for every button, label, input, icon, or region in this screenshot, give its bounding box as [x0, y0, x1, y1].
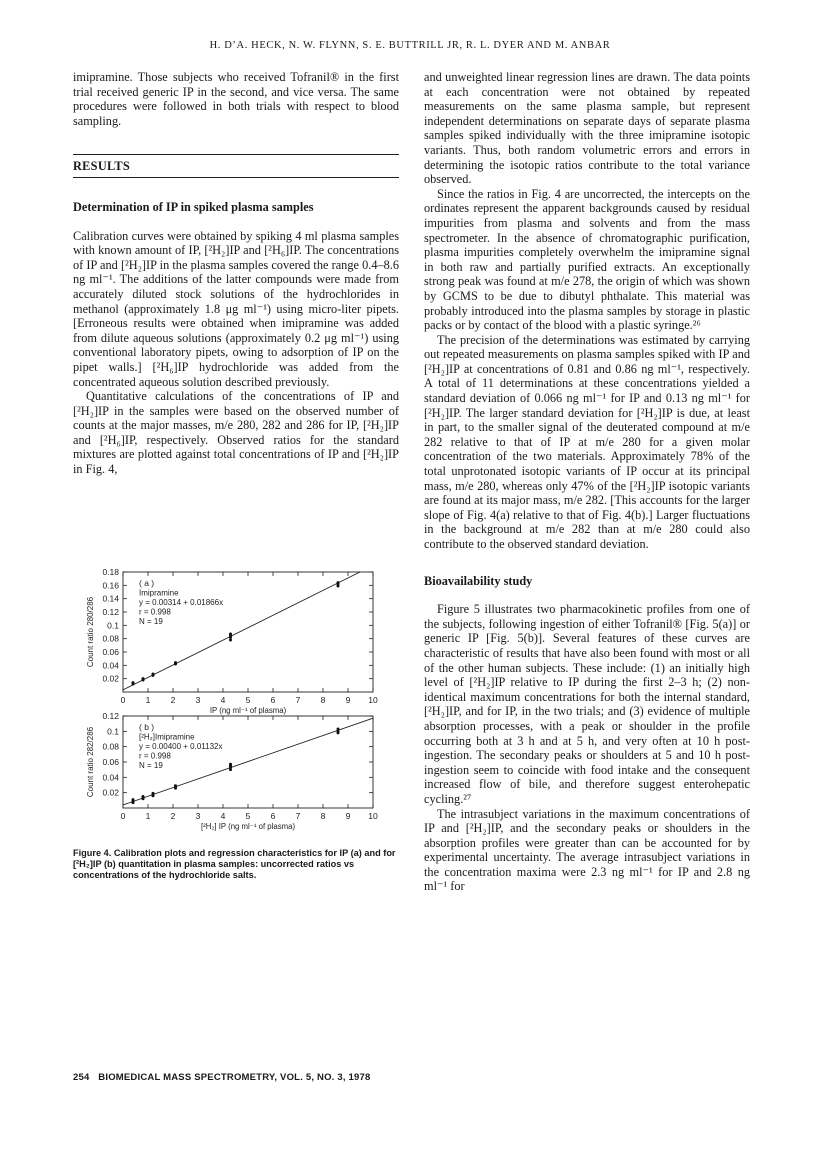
journal-citation: BIOMEDICAL MASS SPECTROMETRY, VOL. 5, NO. 3, 1978: [98, 1072, 371, 1083]
y-tick-label-a: 0.16: [102, 580, 119, 591]
x-tick-label-a: 1: [145, 695, 151, 705]
x-tick-label-a: 3: [195, 695, 201, 705]
paragraph-intercepts: Since the ratios in Fig. 4 are uncorrected, the intercepts on the ordinates represent the apparent backgrounds caused by residual impurities from plasma and solvents and from the mass spectrometer. In the absence of chromatographic purification, plasma impurities completely overwhelm the imipramine signal in both raw and partially purified extracts. An exceptionally strong peak was found at m/e 278, the origin of which was shown by GCMS to be due to dibutyl phthalate. This material was probably introduced into the plasma samples by storage in plastic packs or by contact of the blood with a plastic syringe.²⁶: [424, 186, 750, 333]
y-tick-label-a: 0.04: [102, 660, 119, 671]
x-tick-label-b: 3: [195, 811, 201, 821]
x-tick-label-a: 10: [368, 695, 378, 705]
y-tick-label-a: 0.1: [107, 620, 119, 631]
y-tick-label-a: 0.14: [102, 593, 119, 604]
x-tick-label-a: 8: [320, 695, 326, 705]
x-tick-label-a: 7: [295, 695, 301, 705]
subsection-heading-spiked-plasma: Determination of IP in spiked plasma samples: [73, 199, 314, 214]
data-point-b: [229, 763, 232, 766]
x-tick-label-a: 0: [120, 695, 126, 705]
figure-4-plots: [73, 556, 403, 846]
y-axis-label-b: Count ratio 282/286: [86, 726, 95, 798]
data-point-b: [142, 795, 145, 798]
y-tick-label-a: 0.08: [102, 633, 119, 644]
y-tick-label-b: 0.02: [102, 787, 119, 798]
data-point-b: [152, 792, 155, 795]
annotation-line-a: y = 0.00314 + 0.01866x: [139, 598, 224, 607]
data-point-b: [174, 784, 177, 787]
x-tick-label-b: 1: [145, 811, 151, 821]
figure-4-caption: [73, 848, 403, 881]
data-point-a: [174, 661, 177, 664]
x-tick-label-b: 7: [295, 811, 301, 821]
x-tick-label-b: 4: [220, 811, 226, 821]
data-point-b: [132, 798, 135, 801]
y-tick-label-a: 0.06: [102, 647, 119, 657]
running-head: H. D’A. HECK, N. W. FLYNN, S. E. BUTTRILL JR, R. L. DYER AND M. ANBAR: [209, 40, 611, 51]
x-tick-label-a: 6: [270, 695, 276, 705]
y-tick-label-b: 0.12: [102, 711, 119, 721]
x-tick-label-b: 0: [120, 811, 126, 821]
annotation-line-a: N = 19: [139, 617, 163, 626]
x-tick-label-a: 2: [170, 695, 176, 705]
x-axis-label-a: IP (ng ml⁻¹ of plasma): [209, 706, 287, 715]
x-tick-label-b: 9: [345, 811, 351, 821]
data-point-a: [132, 681, 135, 684]
intro-paragraph: imipramine. Those subjects who received Tofranil® in the first trial received generic IP in the second, and vice versa. The same procedures were followed in both trials with respect to blood sampling.: [73, 70, 399, 128]
paragraph-intrasubject: The intrasubject variations in the maximum concentrations of IP and [²H₂]IP, and the secondary peaks or shoulders in the absorption profiles were greater than can be accounted for by experimental uncertainty. The average intrasubject variations in the concentration maxima were 2.3 ng ml⁻¹ for IP and 2.8 ng ml⁻¹ for: [424, 806, 750, 894]
data-point-a: [152, 673, 155, 676]
annotation-line-b: y = 0.00400 + 0.01132x: [139, 742, 223, 751]
section-heading-results: RESULTS: [73, 155, 399, 178]
panel-label-a: ( a ): [139, 578, 155, 588]
annotation-line-b: N = 19: [139, 761, 163, 770]
paragraph-precision: The precision of the determinations was estimated by carrying out repeated measurements on plasma samples spiked with IP and [²H₂]IP at concentrations of 0.81 and 0.86 ng ml⁻¹, respectively. A total of 11 determinations at these concentrations yielded a standard deviation of 0.066 ng ml⁻¹ for IP and 0.13 ng ml⁻¹ for [²H₂]IP. The larger standard deviation for [²H₂]IP is due, at least in part, to the smaller signal of the deuterated compound at m/e 282 relative to that of IP at m/e 280 for a given molar concentration of the two materials. Approximately 78% of the total unprotonated isotopic variants of IP occur at its principal mass, m/e 280, whereas only 47% of the [²H₂]IP isotopic variants are found at its major mass, m/e 282. [This accounts for the larger slope of Fig. 4(a) relative to that of Fig. 4(b).] Larger fluctuations in the background at m/e 282 than at m/e 280 could also contribute to the observed standard deviation.: [424, 332, 750, 551]
right-column: [424, 70, 750, 894]
figure-4-caption-text: Calibration plots and regression characteristics for IP (a) and for [²H₂]IP (b) quantitation in plasma samples: uncorrected ratios vs concentrations of the hydrochloride salts.: [73, 848, 396, 880]
y-tick-label-b: 0.1: [107, 726, 119, 737]
x-tick-label-b: 2: [170, 811, 176, 821]
paragraph-regression: and unweighted linear regression lines are drawn. The data points at each concentration were not obtained by repeated measurements on the same plasma sample, but represent independent determinations on separate days of separate plasma samples spiked individually with the three imipramine isotopic variants. Thus, both random volumetric errors and errors in determining the isotopic ratios contribute to the total variance observed.: [424, 70, 750, 187]
x-tick-label-a: 9: [345, 695, 351, 705]
paragraph-figure5: Figure 5 illustrates two pharmacokinetic profiles from one of the subjects, following ingestion of either Tofranil® [Fig. 5(a)] or generic IP [Fig. 5(b)]. Several features of these curves are characteristic of results that have also been found with most or all of the other human subjects. These include: (1) an initially high level of [²H₂]IP relative to IP during the first 2–3 h; (2) non-identical maximum concentrations for both the internal standard, [²H₂]IP, and for IP, in the two trials; and (3) evidence of multiple absorption processes, with a peak or shoulder in the profile occurring both at 3 h and at 5 h, and very often at 10 h post-ingestion. The secondary peaks or shoulders at 5 and 10 h post-ingestion seem to coincide with food intake and the consequent increased flow of bile, and therefore suggest enterohepatic cycling.²⁷: [424, 602, 750, 806]
x-tick-label-b: 5: [245, 811, 251, 821]
figure-4: [73, 556, 403, 856]
data-point-a: [229, 633, 232, 636]
y-tick-label-a: 0.02: [102, 673, 119, 684]
left-column: [73, 70, 399, 477]
annotation-line-b: r = 0.998: [139, 751, 171, 761]
x-axis-label-b: [²H₂] IP (ng ml⁻¹ of plasma): [200, 822, 296, 831]
x-tick-label-b: 8: [320, 811, 326, 821]
y-tick-label-b: 0.08: [102, 741, 119, 752]
chart-panel-b: [86, 711, 378, 831]
x-tick-label-b: 10: [368, 811, 378, 821]
paragraph-quantitative: Quantitative calculations of the concentrations of IP and [²H₂]IP in the samples were based on the observed number of counts at the major masses, m/e 280, 282 and 286 for IP, [²H₂]IP and [²H₆]IP, respectively. Observed ratios for the standard mixtures are plotted against total concentrations of IP and [²H₂]IP in Fig. 4,: [73, 389, 399, 477]
x-tick-label-a: 4: [220, 695, 226, 705]
panel-label-b: ( b ): [139, 722, 155, 732]
y-tick-label-a: 0.12: [102, 607, 119, 617]
data-point-a: [229, 639, 232, 642]
y-tick-label-a: 0.18: [102, 567, 119, 577]
x-tick-label-b: 6: [270, 811, 276, 821]
figure-4-caption-label: Figure 4.: [73, 848, 112, 858]
subsection-heading-bioavailability: Bioavailability study: [424, 573, 533, 588]
data-point-a: [142, 677, 145, 680]
y-axis-label-a: Count ratio 280/286: [86, 596, 95, 668]
x-tick-label-a: 5: [245, 695, 251, 705]
annotation-line-a: r = 0.998: [139, 607, 171, 617]
annotation-line-a: Imipramine: [139, 588, 179, 598]
paragraph-calibration: Calibration curves were obtained by spiking 4 ml plasma samples with known amount of IP, [²H₂]IP and [²H₆]IP. The concentrations of IP and [²H₂]IP in the plasma samples covered the range 0.4–8.6 ng ml⁻¹. The additions of the latter compounds were made from accurately diluted stock solutions of the hydrochlorides in methanol (approximately 1.8 μg ml⁻¹) using micro-liter pipets. [Erroneous results were obtained when imipramine was added from dilute aqueous solutions (approximately 0.2 μg ml⁻¹) using conventional laboratory pipets, owing to adsorption of IP on the pipet walls.] [²H₆]IP hydrochloride was added from the concentrated aqueous solution described previously.: [73, 228, 399, 389]
annotation-line-b: [²H₂]Imipramine: [139, 732, 195, 742]
y-tick-label-b: 0.06: [102, 757, 119, 767]
data-point-a: [337, 581, 340, 584]
data-point-b: [337, 728, 340, 731]
page-number: 254: [73, 1072, 90, 1083]
y-tick-label-b: 0.04: [102, 772, 119, 783]
chart-panel-a: [86, 567, 378, 715]
page-footer: [73, 1072, 370, 1083]
